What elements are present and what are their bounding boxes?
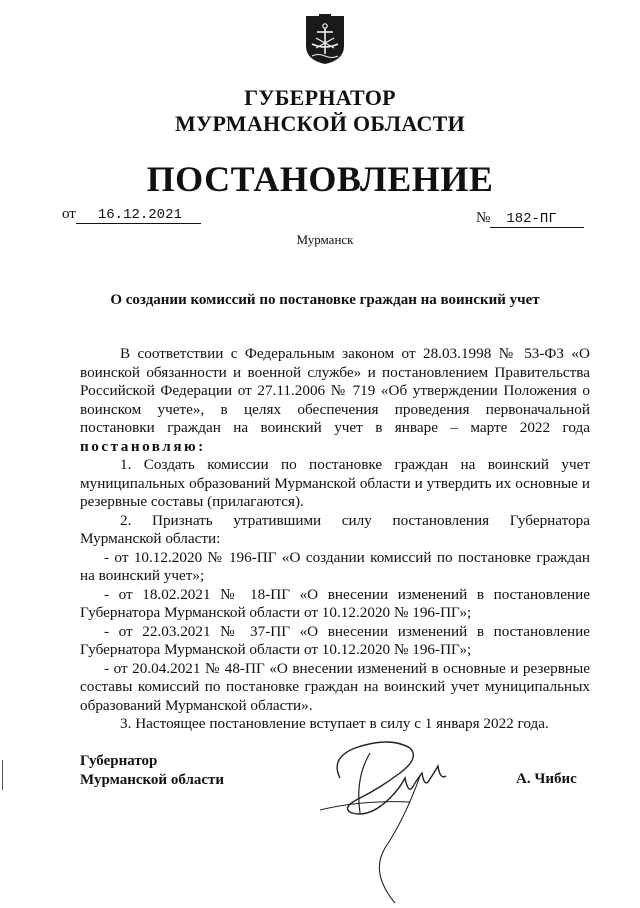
city-label: Мурманск bbox=[296, 232, 354, 247]
list-item: - от 20.04.2021 № 48-ПГ «О внесении изменений в основные и резервные составы комиссий по постановке граждан на воинский учет муниципальных образований Мурманской области». bbox=[80, 659, 590, 714]
document-subject: О создании комиссий по постановке граждан на воинский учет bbox=[110, 292, 540, 308]
signatory-title bbox=[80, 752, 224, 790]
number-prefix: № bbox=[476, 210, 491, 226]
issuer-line-1: ГУБЕРНАТОР bbox=[244, 85, 396, 110]
preamble-text: В соответствии с Федеральным законом от 28.03.1998 № 53-ФЗ «О воинской обязанности и военной службе» и постановлением Правительства Российской Федерации от 27.11.2006 № 719 «Об утверждении Положения о воинском учете», в целях обеспечения проведения первоначальной постановки граждан на воинский учет в январе – марте 2022 года bbox=[80, 345, 590, 436]
handwritten-signature bbox=[300, 718, 470, 908]
document-date: 16.12.2021 bbox=[76, 207, 201, 224]
signatory-title-line-2: Мурманской области bbox=[80, 772, 225, 788]
coat-of-arms-icon bbox=[304, 14, 346, 66]
date-prefix: от bbox=[62, 206, 76, 222]
document-number: 182-ПГ bbox=[490, 211, 584, 228]
issuer-heading bbox=[0, 85, 640, 137]
document-type-title: ПОСТАНОВЛЕНИЕ bbox=[146, 159, 494, 199]
signatory-title-line-1: Губернатор bbox=[80, 753, 158, 769]
paragraph-item-3: 3. Настоящее постановление вступает в силу с 1 января 2022 года. bbox=[120, 715, 549, 732]
paragraph-item-1: 1. Создать комиссии по постановке граждан на воинский учет муниципальных образований Мурманской области и утвердить их основные и резервные составы (прилагаются). bbox=[80, 456, 590, 510]
document-body bbox=[80, 345, 590, 734]
date-line bbox=[62, 206, 201, 224]
issuer-line-2: МУРМАНСКОЙ ОБЛАСТИ bbox=[174, 111, 466, 136]
signatory-name: А. Чибис bbox=[516, 771, 577, 787]
decree-keyword: постановляю: bbox=[80, 437, 206, 455]
paragraph-item-2: 2. Признать утратившими силу постановления Губернатора Мурманской области: bbox=[80, 511, 590, 547]
list-item: - от 10.12.2020 № 196-ПГ «О создании комиссий по постановке граждан на воинский учет»; bbox=[80, 548, 590, 584]
number-line bbox=[476, 210, 584, 228]
scan-margin-mark bbox=[2, 760, 3, 790]
list-item: - от 22.03.2021 № 37-ПГ «О внесении изменений в постановление Губернатора Мурманской области от 10.12.2020 № 196-ПГ»; bbox=[80, 622, 590, 658]
paragraph-preamble bbox=[80, 345, 590, 456]
list-item: - от 18.02.2021 № 18-ПГ «О внесении изменений в постановление Губернатора Мурманской области от 10.12.2020 № 196-ПГ»; bbox=[80, 585, 590, 621]
